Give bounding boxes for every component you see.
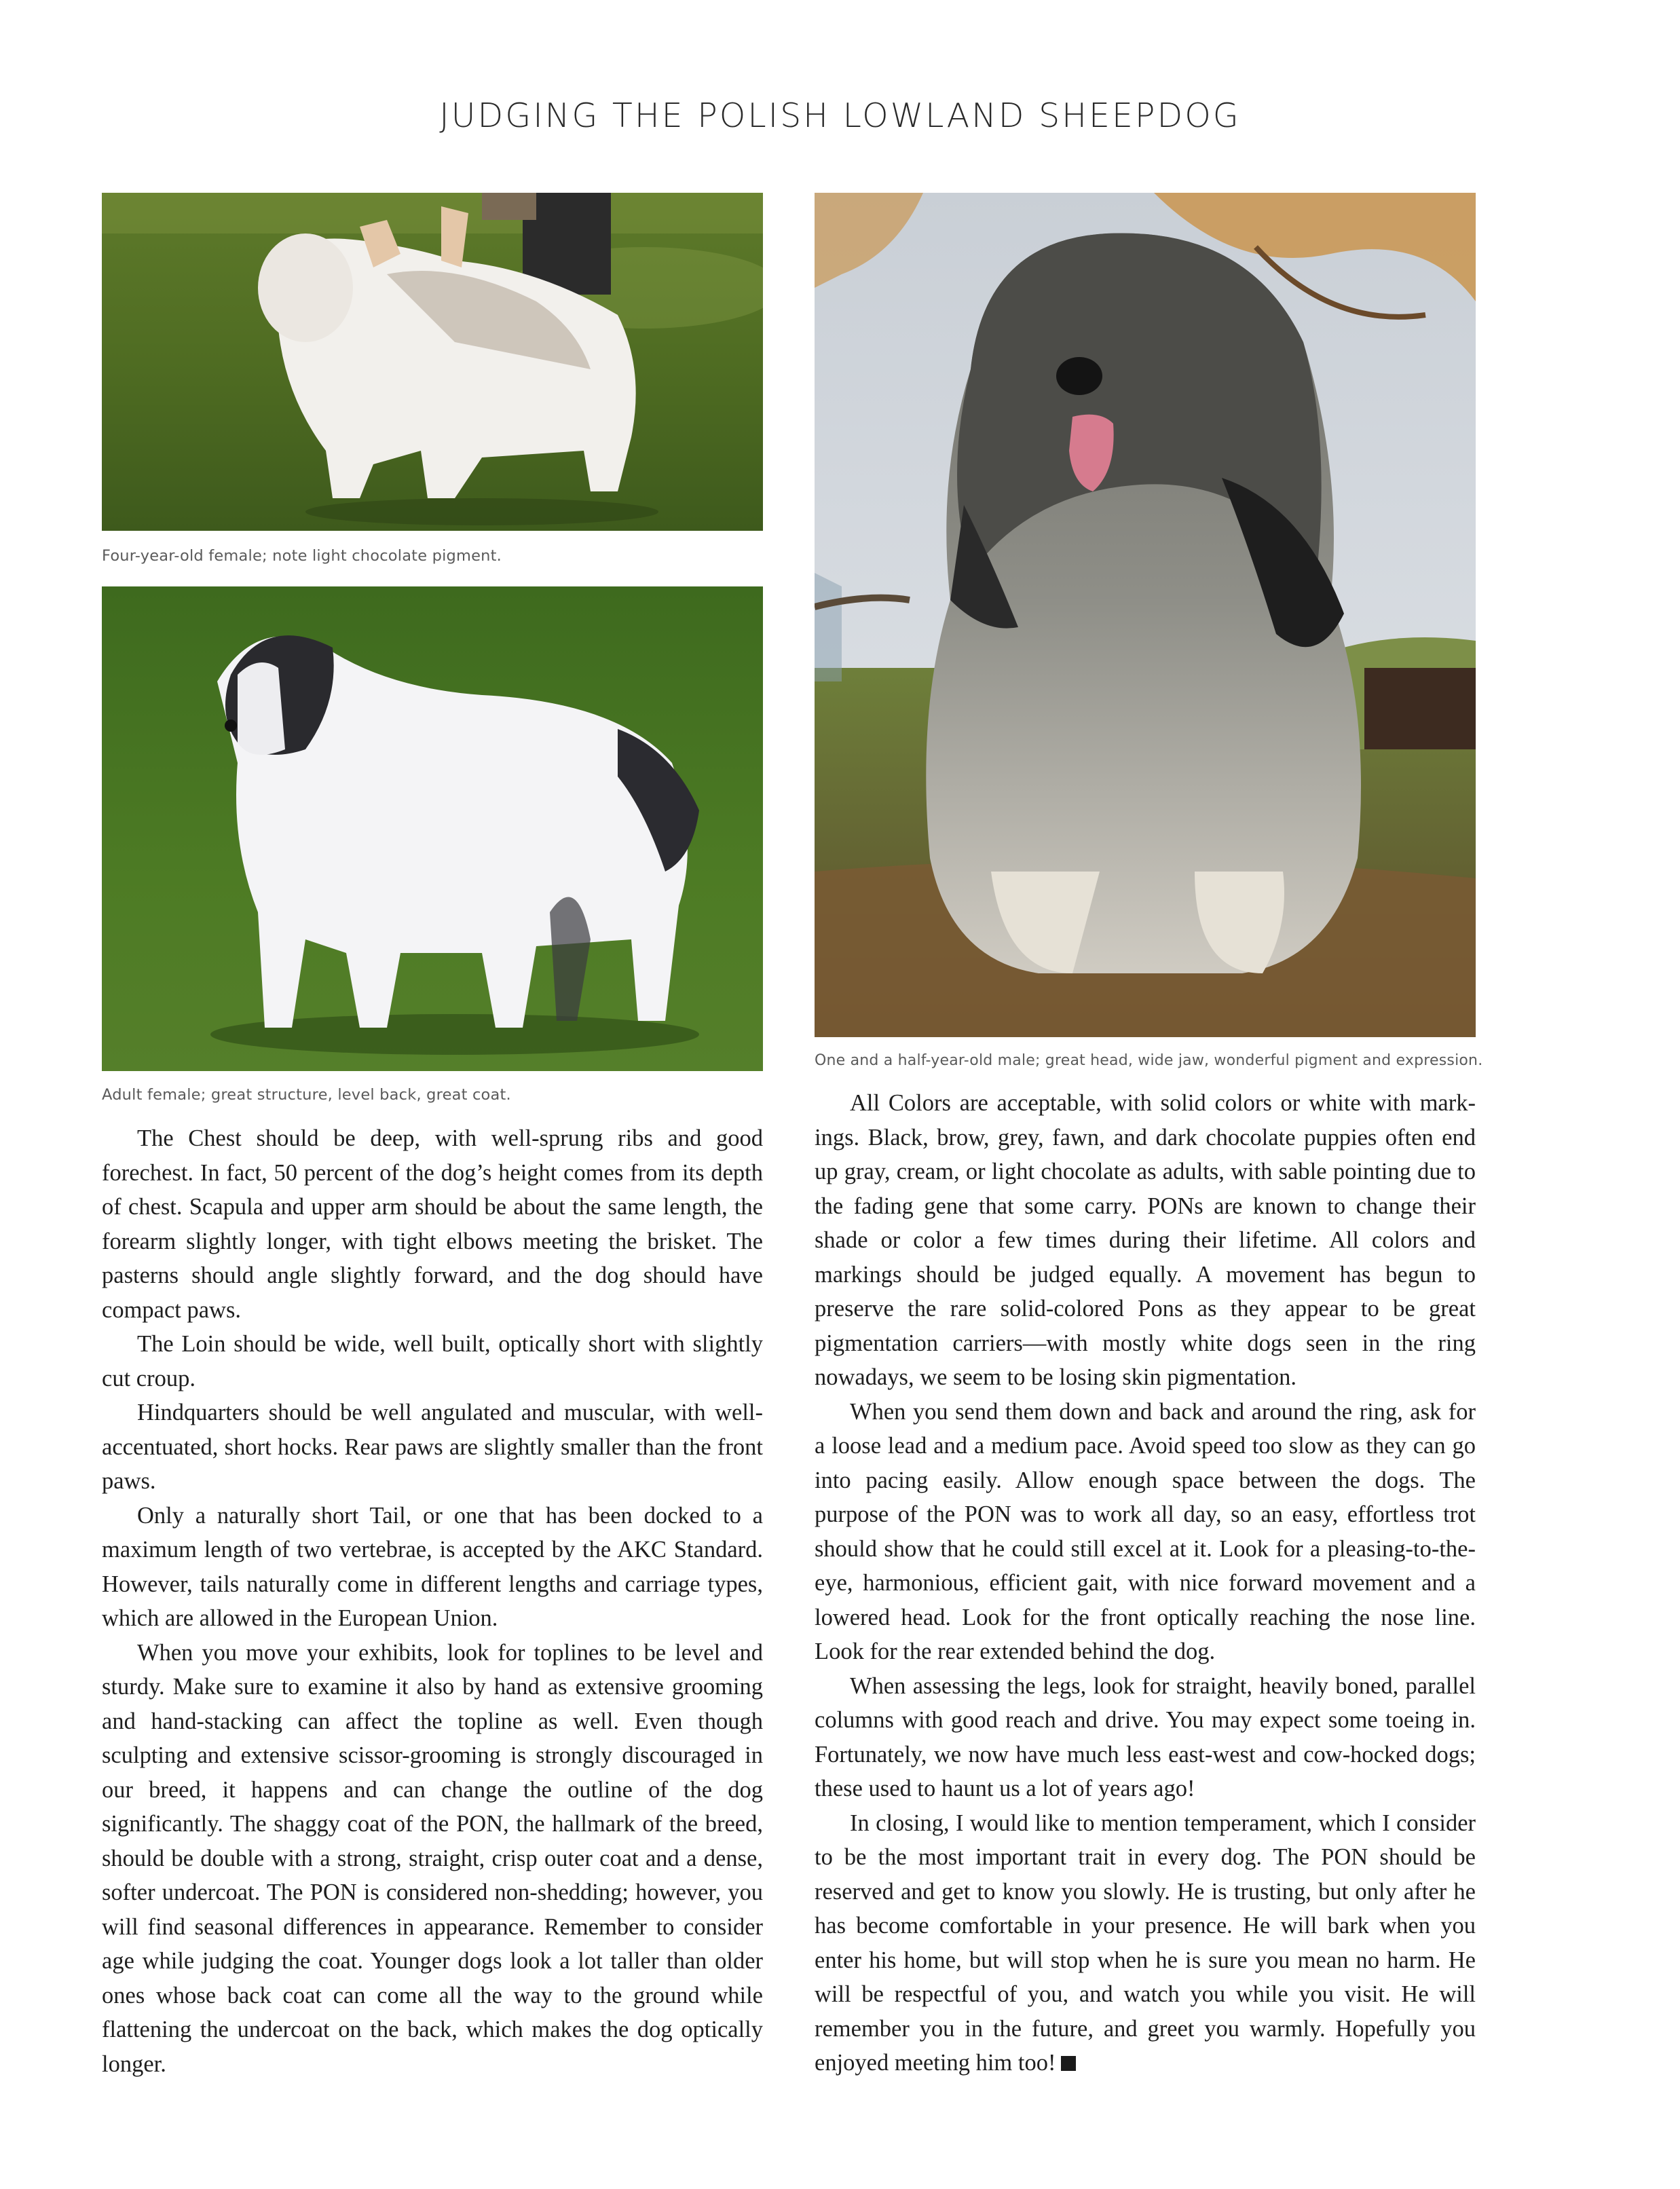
photo-caption: One and a half-year-old male; great head, wide jaw, wonderful pigment and expression. (815, 1052, 1483, 1069)
paragraph-loin: The Loin should be wide, well built, optically short with slightly cut croup. (102, 1331, 763, 1391)
paragraph-temperament-text: In closing, I would like to mention temperament, which I consider to be the most important trait in every dog. The PON should be reserved and get to know you slowly. He is trusting, but only after he has become comfortable in your presence. He will bark when you enter his home, but will stop when he is sure you mean no harm. He will be respectful of you, and watch you while you visit. He will remember you in the future, and greet you warmly. Hopefully you enjoyed meeting him too! (815, 1810, 1476, 2076)
paragraph-topline-coat: When you move your exhibits, look for toplines to be level and sturdy. Make sure to examine it also by hand as extensive grooming and hand-stacking can affect the topline as well. Even though sculpting and extensive scissor-grooming is strongly discouraged in our breed, it happens and can change the outline of the dog significantly. The shaggy coat of the PON, the hallmark of the breed, should be double with a strong, straight, crisp outer coat and a dense, softer undercoat. The PON is considered non-shedding; however, you will find seasonal differences in appearance. Remember to consider age while judging the coat. Younger dogs look a lot taller than older ones whose back coat can come all the way to the ground while flattening the undercoat on the back, which makes the dog optically longer. (102, 1639, 763, 2077)
paragraph-tail: Only a naturally short Tail, or one that has been docked to a maximum length of two vertebrae, is accepted by the AKC Standard. However, tails naturally come in different lengths and carriage types, which are allowed in the European Union. (102, 1502, 763, 1631)
photo-four-year-old-female (102, 193, 763, 531)
paragraph-colors: All Colors are acceptable, with solid colors or white with markings. Black, brow, grey, fawn, and dark chocolate puppies often end up gray, cream, or light chocolate as adults, with sable pointing due to the fading gene that some carry. PONs are known to change their shade or color a few times during their lifetime. All colors and markings should be judged equally. A movement has begun to preserve the rare solid-colored Pons as they appear to be great pigmentation carriers—with mostly white dogs seen in the ring nowadays, we seem to be losing skin pigmentation. (815, 1090, 1476, 1390)
page-title: JUDGING THE POLISH LOWLAND SHEEPDOG (439, 96, 1241, 135)
paragraph-chest: The Chest should be deep, with well-sprung ribs and good forechest. In fact, 50 percent of the dog’s height comes from its depth of chest. Scapula and upper arm should be about the same length, the forearm slightly longer, with tight elbows meeting the brisket. The pasterns should angle slightly forward, and the dog should have compact paws. (102, 1125, 763, 1323)
paragraph-hindquarters: Hindquarters should be well angulated and muscular, with well-accentuated, short hocks. Rear paws are slightly smaller than the front paws. (102, 1400, 763, 1494)
photo-young-male (815, 193, 1476, 1037)
right-text-column (815, 1086, 1476, 2080)
end-of-article-mark (1061, 2056, 1076, 2071)
left-text-column (102, 1121, 763, 2081)
paragraph-temperament (815, 1806, 1476, 2080)
paragraph-legs: When assessing the legs, look for straight, heavily boned, parallel columns with good reach and drive. You may expect some toeing in. Fortunately, we now have much less east-west and cow-hocked dogs; these used to haunt us a lot of years ago! (815, 1672, 1476, 1801)
paragraph-movement: When you send them down and back and around the ring, ask for a loose lead and a medium pace. Avoid speed too slow as they can go into pacing easily. Allow enough space between the dogs. The purpose of the PON was to work all day, so an easy, effortless trot should show that he could still excel at it. Look for a pleasing-to-the-eye, harmonious, efficient gait, with nice forward movement and a lowered head. Look for the front optically reaching the nose line. Look for the rear extended behind the dog. (815, 1398, 1476, 1664)
photo-caption: Adult female; great structure, level back, great coat. (102, 1086, 511, 1104)
photo-caption: Four-year-old female; note light chocolate pigment. (102, 547, 502, 565)
photo-adult-female (102, 586, 763, 1071)
